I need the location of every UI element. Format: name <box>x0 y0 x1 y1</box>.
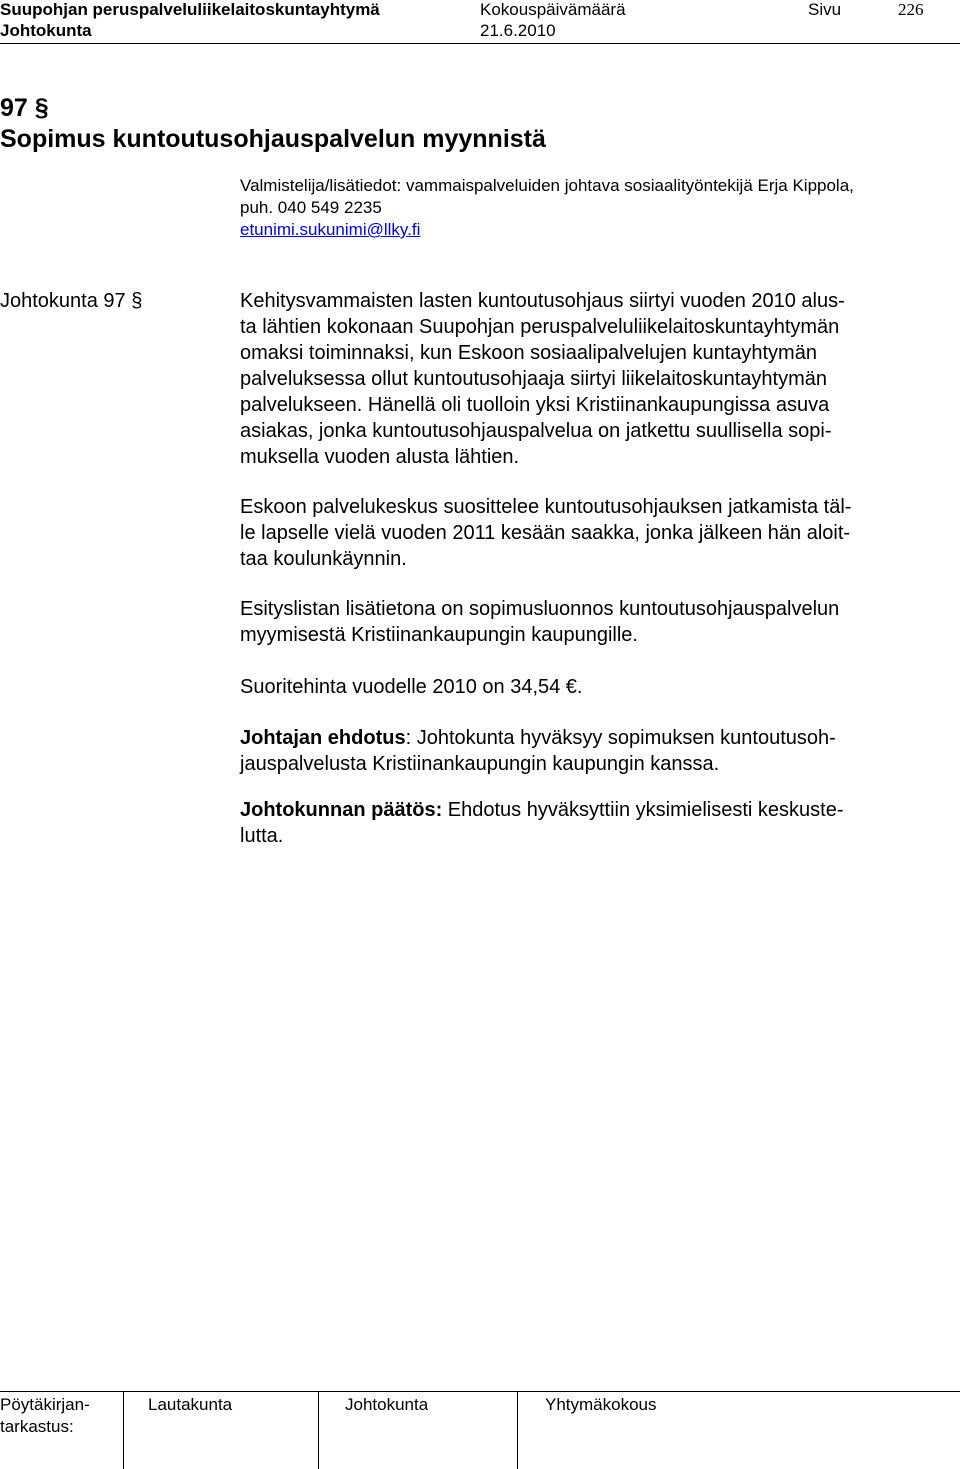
paragraph-line: myymisestä Kristiinankaupungin kaupungille. <box>240 624 638 646</box>
footer-check-label: tarkastus: <box>0 1417 74 1436</box>
paragraph-line: asiakas, jonka kuntoutusohjauspalvelua on jatkettu suullisella sopi- <box>240 420 832 442</box>
section-sign: § <box>34 94 49 122</box>
paragraph-line: Esityslistan lisätietona on sopimusluonnos kuntoutusohjauspalvelun <box>240 598 840 620</box>
footer-assembly: Yhtymäkokous <box>545 1395 657 1414</box>
paragraph-line: le lapselle vielä vuoden 2011 kesään saakka, jonka jälkeen hän aloit- <box>240 522 851 544</box>
header-organization: Suupohjan peruspalveluliikelaitoskuntayhtymä <box>0 0 380 19</box>
paragraph-attachment <box>240 596 940 648</box>
footer-directorate: Johtokunta <box>345 1395 429 1414</box>
footer-check-label: Pöytäkirjan- <box>0 1395 90 1414</box>
footer-divider <box>318 1392 319 1469</box>
paragraph-line: muksella vuoden alusta lähtien. <box>240 446 520 468</box>
header-body: Johtokunta <box>0 21 92 40</box>
footer-divider <box>123 1392 124 1469</box>
paragraph-line: ta lähtien kokonaan Suupohjan peruspalveluliikelaitoskuntayhtymän <box>240 316 840 338</box>
paragraph-line: taa koulunkäynnin. <box>240 548 407 570</box>
paragraph-recommendation <box>240 494 940 572</box>
footer-rule <box>0 1391 960 1392</box>
decision-label: Johtokunta 97 § <box>0 290 143 312</box>
preparer-email-link[interactable]: etunimi.sukunimi@llky.fi <box>240 220 421 239</box>
proposal-text: jauspalvelusta Kristiinankaupungin kaupungin kanssa. <box>240 753 720 775</box>
footer-divider <box>517 1392 518 1469</box>
paragraph-line: Suoritehinta vuodelle 2010 on 34,54 €. <box>240 676 583 698</box>
paragraph-line: Kehitysvammaisten lasten kuntoutusohjaus siirtyi vuoden 2010 alus- <box>240 290 845 312</box>
resolution-text: Ehdotus hyväksyttiin yksimielisesti keskuste- <box>442 799 844 821</box>
footer-board: Lautakunta <box>148 1395 233 1414</box>
board-resolution <box>240 797 940 849</box>
header-page-number: 226 <box>898 0 924 19</box>
paragraph-line: Eskoon palvelukeskus suosittelee kuntoutusohjauksen jatkamista täl- <box>240 496 852 518</box>
header-rule <box>0 43 960 44</box>
paragraph-background <box>240 288 940 470</box>
resolution-label: Johtokunnan päätös: <box>240 799 443 821</box>
proposal-label: Johtajan ehdotus <box>240 727 406 749</box>
paragraph-line: palvelukseen. Hänellä oli tuolloin yksi Kristiinankaupungissa asuva <box>240 394 830 416</box>
paragraph-line: omaksi toiminnaksi, kun Eskoon sosiaalipalvelujen kuntayhtymän <box>240 342 817 364</box>
director-proposal <box>240 725 940 777</box>
proposal-text: : Johtokunta hyväksyy sopimuksen kuntoutusoh- <box>405 727 836 749</box>
decision-sign: § <box>131 290 143 312</box>
paragraph-line: palveluksessa ollut kuntoutusohjaaja siirtyi liikelaitoskuntayhtymän <box>240 368 827 390</box>
preparer-phone: puh. 040 549 2235 <box>240 198 382 217</box>
paragraph-price <box>240 674 940 700</box>
header-page-label: Sivu <box>808 0 842 19</box>
header-meeting-date-label: Kokouspäivämäärä <box>480 0 626 19</box>
header-date: 21.6.2010 <box>480 21 556 40</box>
preparer-line: Valmistelija/lisätiedot: vammaispalveluiden johtava sosiaalityöntekijä Erja Kippola, <box>240 176 854 195</box>
section-number: 97 § <box>0 94 49 122</box>
resolution-text: lutta. <box>240 825 284 847</box>
section-title: Sopimus kuntoutusohjauspalvelun myynnistä <box>0 125 546 153</box>
